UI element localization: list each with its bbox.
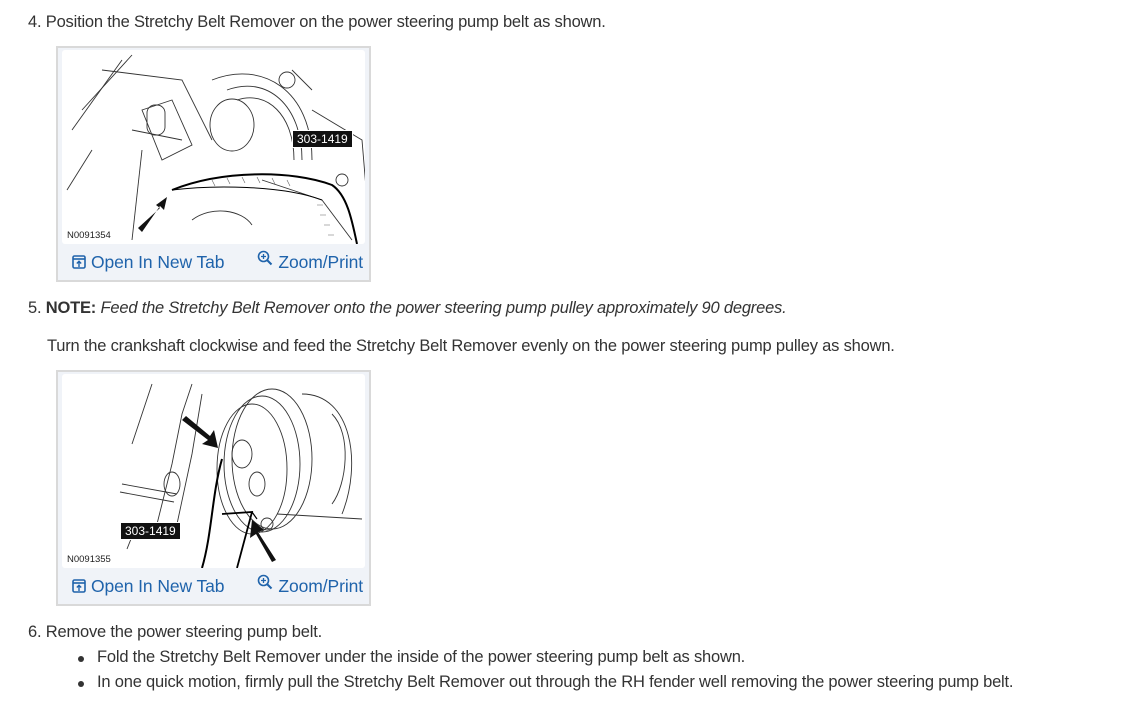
note-text: Feed the Stretchy Belt Remover onto the power steering pump pulley approximately 90 degrees. — [100, 299, 787, 317]
illustration-image[interactable] — [62, 50, 365, 244]
step-number: 6. — [28, 623, 42, 641]
figure-links — [58, 568, 369, 604]
open-in-new-tab-label: Open In New Tab — [91, 575, 225, 596]
zoom-print-link[interactable] — [257, 576, 363, 597]
figure-id: N0091354 — [67, 230, 111, 241]
open-in-new-tab-link[interactable] — [72, 252, 224, 273]
zoom-print-label: Zoom/Print — [278, 575, 363, 596]
bullet-item: In one quick motion, firmly pull the Stretchy Belt Remover out through the RH fender well removing the power steering pump belt. — [78, 673, 1013, 698]
open-in-new-tab-icon — [72, 579, 86, 593]
step-text: Remove the power steering pump belt. — [45, 623, 322, 641]
step-number: 5. — [28, 299, 42, 317]
illustration-image[interactable] — [62, 374, 365, 568]
open-in-new-tab-link[interactable] — [72, 576, 224, 597]
figure-id: N0091355 — [67, 554, 111, 565]
bullet-item: Fold the Stretchy Belt Remover under the inside of the power steering pump belt as shown. — [78, 648, 1013, 673]
open-in-new-tab-label: Open In New Tab — [91, 251, 225, 272]
zoom-in-icon — [257, 574, 273, 590]
figure-links — [58, 244, 369, 280]
zoom-print-label: Zoom/Print — [278, 251, 363, 272]
step-6 — [28, 623, 322, 642]
step-5-instruction: Turn the crankshaft clockwise and feed the Stretchy Belt Remover evenly on the power steering pump pulley as shown. — [47, 337, 895, 355]
zoom-in-icon — [257, 250, 273, 266]
tool-number-label: 303-1419 — [120, 522, 181, 540]
step-4 — [28, 13, 606, 32]
tool-number-label: 303-1419 — [292, 130, 353, 148]
step-text: Position the Stretchy Belt Remover on the power steering pump belt as shown. — [45, 13, 606, 31]
zoom-print-link[interactable] — [257, 252, 363, 273]
open-in-new-tab-icon — [72, 255, 86, 269]
step-6-bullets — [78, 648, 1013, 698]
figure-step-5 — [56, 370, 371, 606]
note-label: NOTE: — [45, 299, 97, 317]
step-5 — [28, 299, 786, 318]
figure-step-4 — [56, 46, 371, 282]
step-number: 4. — [28, 13, 42, 31]
pulley-illustration — [62, 374, 365, 568]
